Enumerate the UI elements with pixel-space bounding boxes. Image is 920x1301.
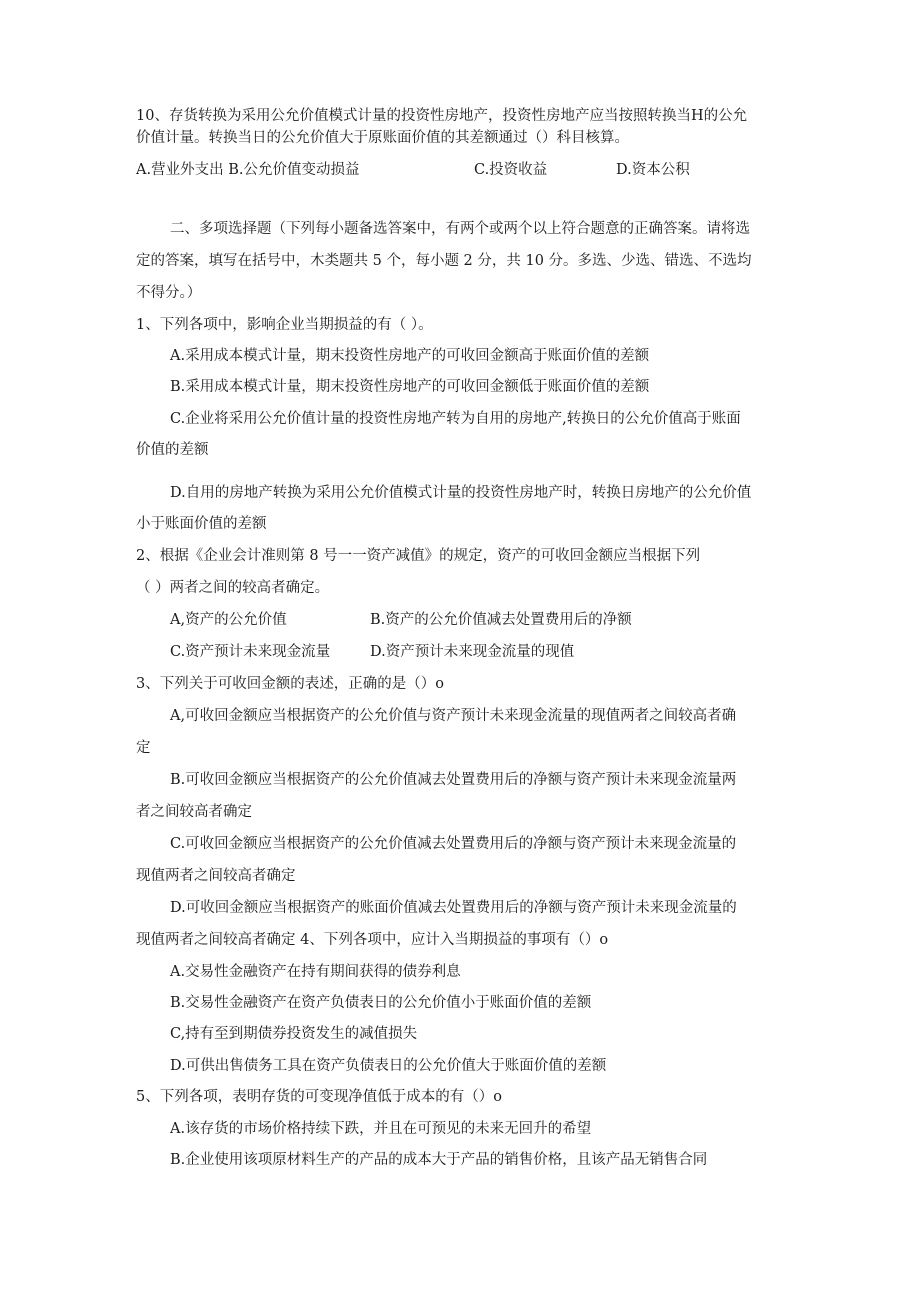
q3-option-c-line2: 现值两者之间较高者确定 bbox=[136, 868, 296, 884]
q1-stem: 1、下列各项中，影响企业当期损益的有（ ）。 bbox=[136, 317, 433, 333]
q3-option-c-line1: C.可收回金额应当根据资产的公允价值减去处置费用后的净额与资产预计未来现金流量的 bbox=[170, 836, 737, 852]
q3-option-d-line2: 现值两者之间较高者确定 4、下列各项中，应计入当期损益的事项有（）o bbox=[136, 932, 609, 948]
q1-option-c-line2: 价值的差额 bbox=[136, 442, 209, 458]
q1-option-c-line1: C.企业将采用公允价值计量的投资性房地产转为自用的房地产,转换日的公允价值高于账面 bbox=[170, 411, 741, 427]
q5-option-a: A.该存货的市场价格持续下跌，并且在可预见的未来无回升的希望 bbox=[170, 1121, 592, 1137]
q2-stem-line1: 2、根据《企业会计准则第 8 号一一资产减值》的规定，资产的可收回金额应当根据下列 bbox=[136, 548, 701, 564]
section2-instructions-line2: 定的答案，填写在括号中，木类题共 5 个，每小题 2 分，共 10 分。多选、少选、错选、不选均 bbox=[136, 253, 752, 269]
q10-option-ab: A.营业外支出 B.公允价值变动损益 bbox=[136, 162, 360, 178]
q1-option-d-line1: D.自用的房地产转换为采用公允价值模式计量的投资性房地产时，转换日房地产的公允价值 bbox=[170, 485, 752, 501]
section2-instructions-line3: 不得分。） bbox=[136, 285, 202, 301]
section2-instructions-line1: 二、多项选择题（下列每小题备选答案中，有两个或两个以上符合题意的正确答案。请将选 bbox=[170, 221, 750, 237]
q4-option-a: A.交易性金融资产在持有期间获得的债券利息 bbox=[170, 964, 461, 980]
q3-option-a-line2: 定 bbox=[136, 740, 151, 756]
q4-option-c: C,持有至到期债券投资发生的减值损失 bbox=[170, 1026, 418, 1042]
q4-option-b: B.交易性金融资产在资产负债表日的公允价值小于账面价值的差额 bbox=[170, 995, 592, 1011]
q5-option-b: B.企业使用该项原材料生产的产品的成本大于产品的销售价格，且该产品无销售合同 bbox=[170, 1152, 708, 1168]
q10-stem-line1: 10、存货转换为采用公允价值模式计量的投资性房地产，投资性房地产应当按照转换当H的公允 bbox=[136, 108, 748, 124]
q10-stem-line2: 价值计量。转换当日的公允价值大于原账面价值的其差额通过（）科目核算。 bbox=[136, 130, 629, 146]
q3-option-b-line2: 者之间较高者确定 bbox=[136, 804, 252, 820]
q3-option-a-line1: A,可收回金额应当根据资产的公允价值与资产预计未来现金流量的现值两者之间较高者确 bbox=[170, 708, 737, 724]
q1-option-a: A.采用成本模式计量，期末投资性房地产的可收回金额高于账面价值的差额 bbox=[170, 348, 650, 364]
q10-option-c: C.投资收益 bbox=[474, 162, 548, 178]
q2-option-d: D.资产预计未来现金流量的现值 bbox=[370, 644, 575, 660]
q2-stem-line2: （ ）两者之间的较高者确定。 bbox=[136, 580, 330, 596]
q3-stem: 3、下列关于可收回金额的表述，正确的是（）o bbox=[136, 676, 444, 692]
q1-option-b: B.采用成本模式计量，期末投资性房地产的可收回金额低于账面价值的差额 bbox=[170, 379, 650, 395]
q2-option-c: C.资产预计未来现金流量 bbox=[170, 644, 331, 660]
q3-option-d-line1: D.可收回金额应当根据资产的账面价值减去处置费用后的净额与资产预计未来现金流量的 bbox=[170, 900, 737, 916]
q5-stem: 5、下列各项，表明存货的可变现净值低于成本的有（）o bbox=[136, 1089, 502, 1105]
q3-option-b-line1: B.可收回金额应当根据资产的公允价值减去处置费用后的净额与资产预计未来现金流量两 bbox=[170, 772, 737, 788]
q10-option-d: D.资本公积 bbox=[616, 162, 690, 178]
q4-option-d: D.可供出售债务工具在资产负债表日的公允价值大于账面价值的差额 bbox=[170, 1058, 607, 1074]
q2-option-b: B.资产的公允价值减去处置费用后的净额 bbox=[370, 612, 632, 628]
q1-option-d-line2: 小于账面价值的差额 bbox=[136, 516, 267, 532]
q2-option-a: A,资产的公允价值 bbox=[170, 612, 287, 628]
